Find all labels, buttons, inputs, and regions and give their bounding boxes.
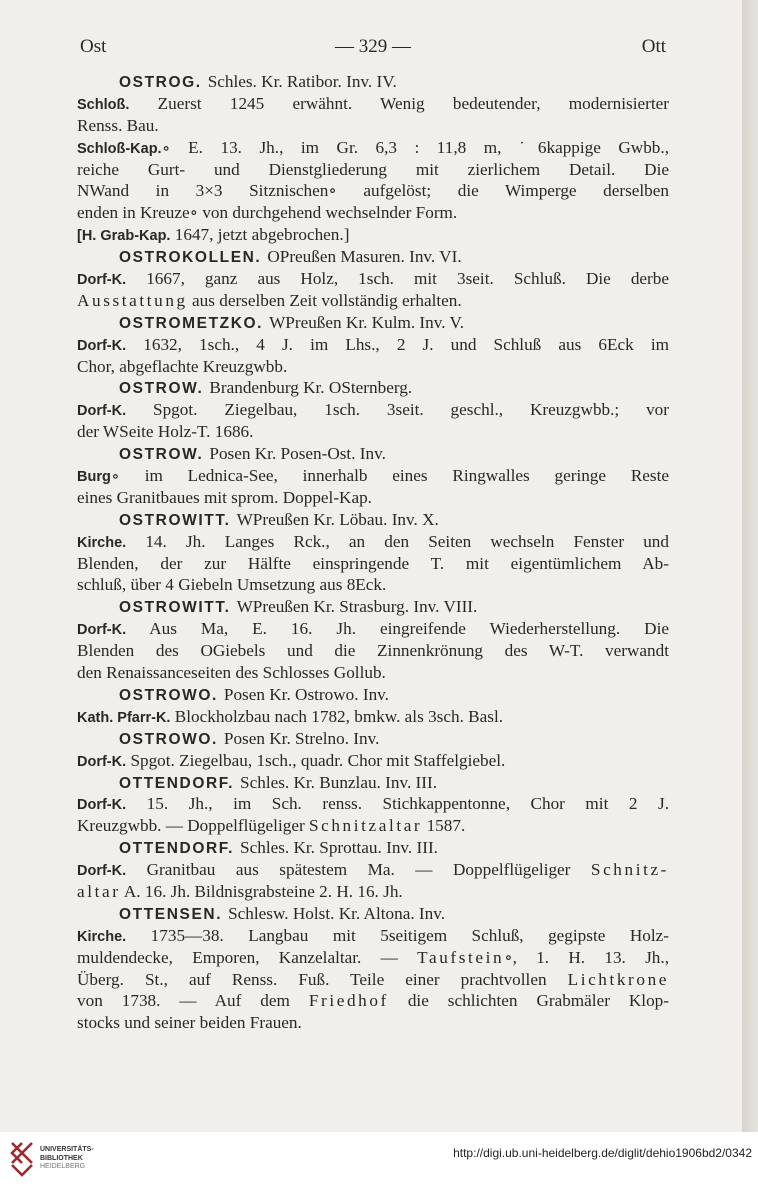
text-line bbox=[77, 246, 669, 268]
text-line bbox=[77, 574, 669, 596]
entry-headword: OSTROG. bbox=[119, 74, 202, 91]
text-segment: Posen Kr. Ostrowo. Inv. bbox=[223, 684, 389, 704]
entry-label: Schloß. bbox=[77, 96, 130, 113]
text-segment: enden in Kreuze∘ von durchgehend wechselnder Form. bbox=[77, 203, 458, 223]
text-segment: Chor, abgeflachte Kreuzgwbb. bbox=[77, 356, 288, 376]
spaced-term: Taufstein bbox=[417, 947, 505, 967]
text-line bbox=[77, 268, 669, 290]
text-line bbox=[77, 377, 669, 399]
entry-headword: OSTROKOLLEN. bbox=[119, 249, 262, 267]
entry-label: Kirche. bbox=[77, 534, 127, 551]
text-segment: Schlesw. Holst. Kr. Altona. Inv. bbox=[228, 903, 446, 923]
text-segment: Zuerst 1245 erwähnt. Wenig bedeutender, modernisierter bbox=[129, 93, 669, 113]
text-segment: Schles. Kr. Bunzlau. Inv. III. bbox=[240, 772, 438, 792]
text-line bbox=[77, 553, 669, 575]
text-segment: OPreußen Masuren. Inv. VI. bbox=[267, 247, 462, 267]
text-segment: der WSeite Holz-T. 1686. bbox=[77, 422, 254, 442]
text-line bbox=[77, 728, 669, 750]
text-segment: NWand in 3×3 Sitznischen∘ aufgelöst; die Wimperge derselben bbox=[77, 181, 669, 201]
text-segment: Aus Ma, E. 16. Jh. eingreifende Wiederherstellung. Die bbox=[126, 619, 669, 639]
text-line bbox=[77, 399, 669, 421]
text-segment: 1647, jetzt abgebrochen.] bbox=[170, 225, 350, 245]
text-segment: im Lednica-See, innerhalb eines Ringwalles geringe Reste bbox=[119, 466, 669, 486]
text-line bbox=[77, 859, 669, 881]
text-line bbox=[77, 990, 669, 1012]
text-segment: reiche Gurt- und Dienstgliederung mit zierlichem Detail. Die bbox=[77, 159, 669, 179]
page-number: — 329 — bbox=[335, 36, 411, 57]
entry-label: Dorf-K. bbox=[77, 753, 127, 770]
text-segment: 15. Jh., im Sch. renss. Stichkappentonne, Chor mit 2 J. bbox=[126, 794, 669, 814]
text-segment: Spgot. Ziegelbau, 1sch. 3seit. geschl., Kreuzgwbb.; vor bbox=[126, 400, 669, 420]
text-segment: von 1738. — Auf dem bbox=[77, 991, 309, 1011]
text-line bbox=[77, 793, 669, 815]
text-line bbox=[77, 312, 669, 334]
text-line bbox=[77, 180, 669, 202]
text-segment: schluß, über 4 Giebeln Umsetzung aus 8Eck. bbox=[77, 575, 387, 595]
text-line bbox=[77, 443, 669, 465]
entry-label: Kirche. bbox=[77, 928, 127, 945]
spaced-term: Friedhof bbox=[308, 991, 389, 1011]
entry-headword: OSTROWITT. bbox=[119, 599, 231, 617]
body-text bbox=[77, 71, 669, 1034]
entry-label: Schloß-Kap.∘ bbox=[77, 140, 171, 157]
entry-headword: OTTENSEN. bbox=[119, 905, 223, 923]
text-segment: aus derselben Zeit vollständig erhalten. bbox=[187, 290, 462, 310]
text-segment: stocks und seiner beiden Frauen. bbox=[77, 1013, 302, 1033]
text-segment: Blockholzbau nach 1782, bmkw. als 3sch. Basl. bbox=[170, 706, 504, 726]
entry-headword: OSTROWO. bbox=[119, 686, 218, 704]
text-line bbox=[77, 159, 669, 181]
text-segment: Überg. St., auf Renss. Fuß. Teile einer prachtvollen bbox=[77, 969, 568, 989]
text-line bbox=[77, 706, 669, 728]
entry-label: Kath. Pfarr-K. bbox=[77, 709, 171, 726]
text-segment: Posen Kr. Strelno. Inv. bbox=[223, 728, 380, 748]
text-line bbox=[77, 618, 669, 640]
text-segment: Granitbau aus spätestem Ma. — Doppelflügeliger bbox=[126, 860, 591, 880]
library-name bbox=[40, 1146, 94, 1172]
text-segment: E. 13. Jh., im Gr. 6,3 : 11,8 m, ˙6kappige Gwbb., bbox=[170, 137, 669, 157]
text-line bbox=[77, 137, 669, 159]
text-line bbox=[77, 71, 669, 93]
entry-label: Dorf-K. bbox=[77, 272, 127, 289]
library-name-line-3: HEIDELBERG bbox=[40, 1163, 86, 1170]
text-line bbox=[77, 465, 669, 487]
text-line bbox=[77, 334, 669, 356]
entry-label: Dorf-K. bbox=[77, 863, 127, 880]
text-line bbox=[77, 881, 669, 903]
text-segment: den Renaissanceseiten des Schlosses Gollub. bbox=[77, 663, 386, 683]
text-segment: muldendecke, Emporen, Kanzelaltar. — bbox=[77, 947, 418, 967]
text-line bbox=[77, 1012, 669, 1034]
text-line bbox=[77, 93, 669, 115]
text-line bbox=[77, 750, 669, 772]
text-segment: Brandenburg Kr. OSternberg. bbox=[209, 378, 413, 398]
text-segment: 14. Jh. Langes Rck., an den Seiten wechseln Fenster und bbox=[126, 531, 669, 551]
spaced-term: Schnitz- bbox=[590, 860, 669, 880]
text-line bbox=[77, 596, 669, 618]
text-segment: WPreußen Kr. Strasburg. Inv. VIII. bbox=[236, 597, 478, 617]
text-line bbox=[77, 640, 669, 662]
text-segment: Renss. Bau. bbox=[77, 115, 159, 135]
text-segment: Blenden, der zur Hälfte einspringende T. mit eigentümlichem Ab- bbox=[77, 553, 669, 573]
text-line bbox=[77, 487, 669, 509]
text-line bbox=[77, 815, 669, 837]
text-segment: ∘, 1. H. 13. Jh., bbox=[504, 947, 669, 967]
text-segment: A. 16. Jh. Bildnisgrabsteine 2. H. 16. Jh. bbox=[120, 881, 403, 901]
entry-headword: OSTROW. bbox=[119, 380, 204, 398]
text-line bbox=[77, 202, 669, 224]
text-line bbox=[77, 772, 669, 794]
text-segment: eines Granitbaues mit sprom. Doppel-Kap. bbox=[77, 487, 372, 507]
header-left: Ost bbox=[80, 36, 107, 57]
text-line bbox=[77, 115, 669, 137]
text-line bbox=[77, 224, 669, 246]
entry-headword: OTTENDORF. bbox=[119, 774, 235, 792]
entry-label: Dorf-K. bbox=[77, 622, 127, 639]
text-segment: die schlichten Grabmäler Klop- bbox=[388, 991, 669, 1011]
spaced-term: altar bbox=[77, 881, 121, 901]
header-right: Ott bbox=[641, 36, 666, 57]
spaced-term: Schnitzaltar bbox=[308, 816, 423, 836]
text-segment: Blenden des OGiebels und die Zinnenkrönung des W-T. verwandt bbox=[77, 641, 669, 661]
text-segment: 1632, 1sch., 4 J. im Lhs., 2 J. und Schluß aus 6Eck im bbox=[126, 334, 669, 354]
text-line bbox=[77, 947, 669, 969]
entry-headword: OSTROMETZKO. bbox=[119, 314, 264, 332]
text-segment: Spgot. Ziegelbau, 1sch., quadr. Chor mit Staffelgiebel. bbox=[126, 750, 506, 770]
entry-label: Burg∘ bbox=[77, 469, 120, 486]
entry-label: Dorf-K. bbox=[77, 797, 127, 814]
spaced-term: Ausstattung bbox=[77, 290, 188, 310]
text-segment: Schles. Kr. Ratibor. Inv. IV. bbox=[207, 72, 397, 91]
running-header bbox=[80, 36, 666, 62]
text-line bbox=[77, 290, 669, 312]
text-segment: Schles. Kr. Sprottau. Inv. III. bbox=[240, 838, 438, 858]
text-segment: Kreuzgwbb. — Doppelflügeliger bbox=[77, 816, 309, 836]
text-line bbox=[77, 356, 669, 378]
library-name-line-2: BIBLIOTHEK bbox=[40, 1154, 83, 1162]
text-line bbox=[77, 662, 669, 684]
entry-label: Dorf-K. bbox=[77, 403, 127, 420]
text-segment: WPreußen Kr. Kulm. Inv. V. bbox=[269, 312, 464, 332]
entry-headword: OSTROWO. bbox=[119, 730, 218, 748]
text-segment: WPreußen Kr. Löbau. Inv. X. bbox=[236, 509, 439, 529]
footer-bar bbox=[0, 1132, 758, 1189]
text-line bbox=[77, 509, 669, 531]
text-line bbox=[77, 531, 669, 553]
text-segment: 1667, ganz aus Holz, 1sch. mit 3seit. Schluß. Die derbe bbox=[126, 269, 669, 289]
entry-label: [H. Grab-Kap. bbox=[77, 228, 171, 245]
text-line bbox=[77, 903, 669, 925]
entry-headword: OSTROWITT. bbox=[119, 511, 231, 529]
text-line bbox=[77, 837, 669, 859]
text-line bbox=[77, 925, 669, 947]
entry-label: Dorf-K. bbox=[77, 337, 127, 354]
entry-headword: OTTENDORF. bbox=[119, 840, 235, 858]
text-line bbox=[77, 684, 669, 706]
text-segment: 1735—38. Langbau mit 5seitigem Schluß, gegipste Holz- bbox=[126, 925, 669, 945]
spaced-term: Lichtkrone bbox=[567, 969, 669, 989]
source-url-link[interactable]: http://digi.ub.uni-heidelberg.de/diglit/dehio1906bd2/0342 bbox=[453, 1146, 752, 1160]
text-line bbox=[77, 969, 669, 991]
text-segment: 1587. bbox=[422, 816, 466, 836]
entry-headword: OSTROW. bbox=[119, 446, 204, 464]
text-line bbox=[77, 421, 669, 443]
text-segment: Posen Kr. Posen-Ost. Inv. bbox=[209, 444, 386, 464]
university-seal-icon bbox=[10, 1141, 34, 1177]
library-name-line-1: UNIVERSITÄTS- bbox=[40, 1146, 94, 1153]
